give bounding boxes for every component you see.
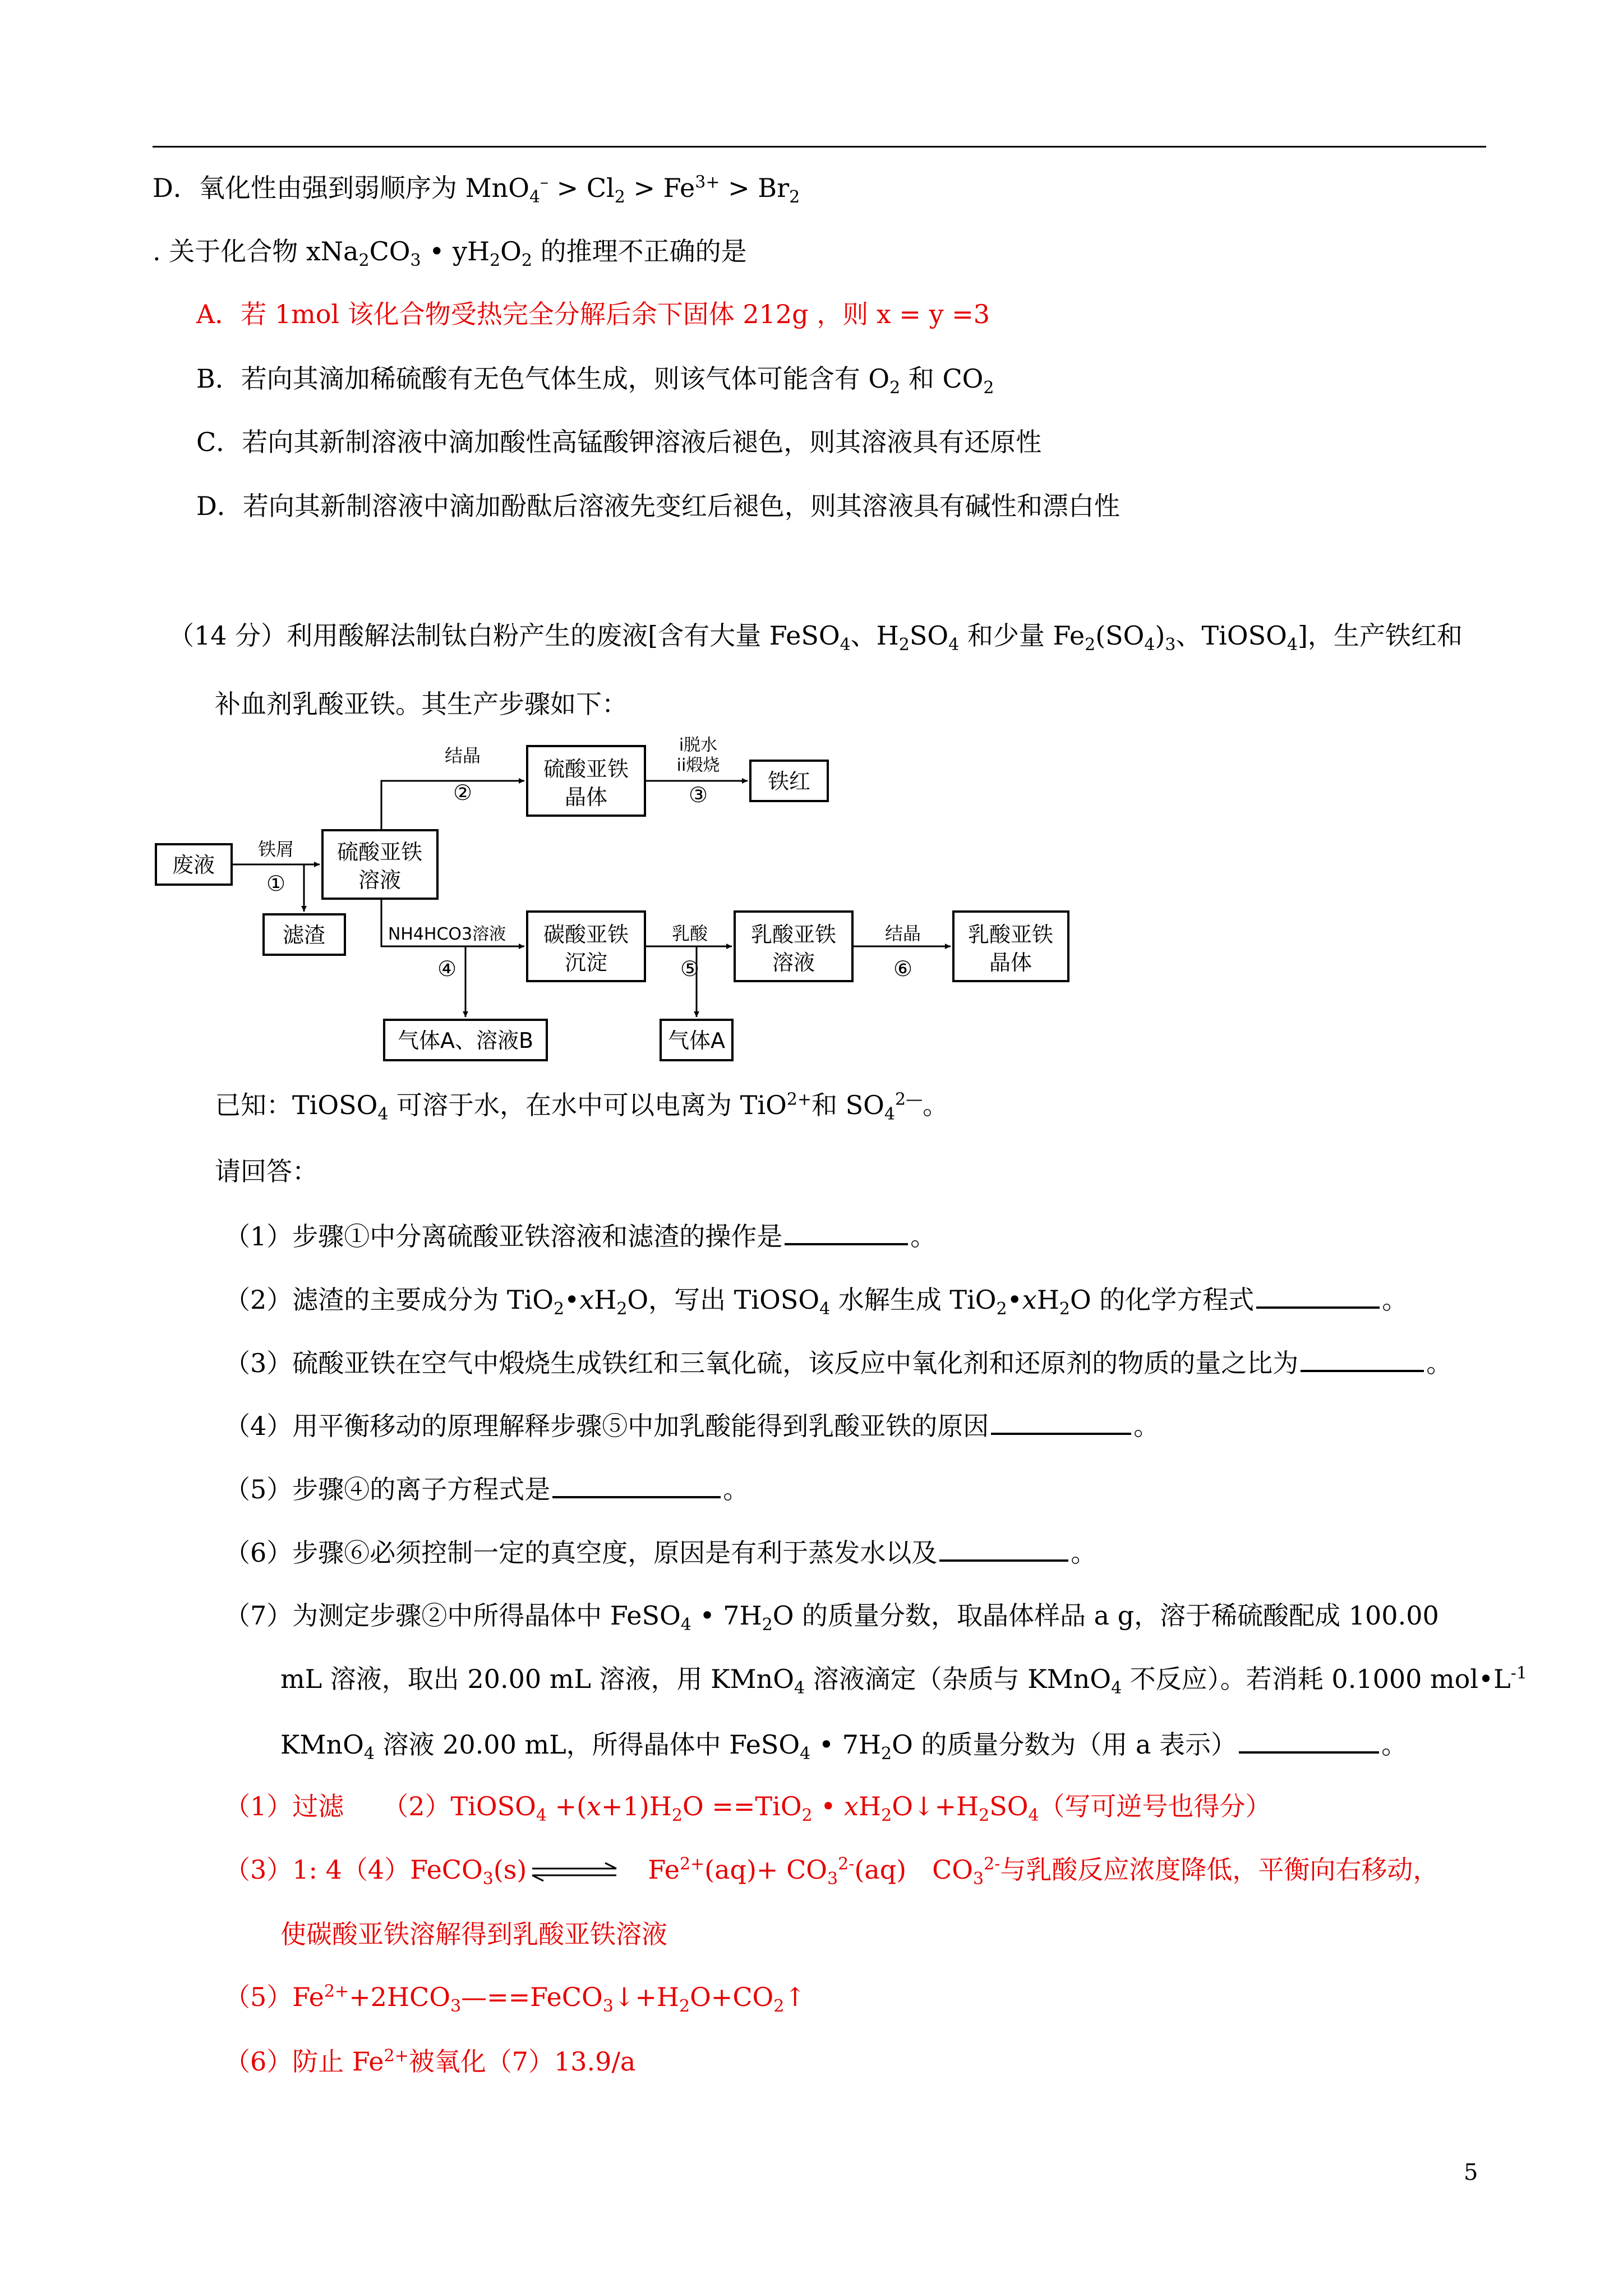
- answer-4-cont: 使碳酸亚铁溶解得到乳酸亚铁溶液: [280, 1919, 667, 1949]
- label-step4: ④: [437, 956, 457, 981]
- option-b: B．若向其滴加稀硫酸有无色气体生成，则该气体可能含有 $O_2$ 和 $CO_2$: [196, 364, 994, 398]
- box-feso4-crystal-label-1: 硫酸亚铁: [543, 757, 629, 781]
- option-a: A．若 1mol 该化合物受热完全分解后余下固体 212g ，则 x = y =3: [196, 299, 990, 329]
- label-crystallize: 结晶: [444, 745, 481, 766]
- subq-7-line1: （7）为测定步骤②中所得晶体中 FeSO$_4$ • $7H_2O$ 的质量分数，取晶体样品 a g，溶于稀硫酸配成 100.00: [224, 1600, 1439, 1635]
- option-c: C．若向其新制溶液中滴加酸性高锰酸钾溶液后褪色，则其溶液具有还原性: [196, 427, 1042, 457]
- label-step3: ③: [688, 783, 708, 807]
- box-residue-label: 滤渣: [282, 923, 326, 947]
- subq-1: （1）步骤①中分离硫酸亚铁溶液和滤渣的操作是 。: [224, 1218, 936, 1253]
- label-step2: ②: [453, 780, 473, 805]
- subq-6: （6）步骤⑥必须控制一定的真空度，原因是有利于蒸发水以及 。: [224, 1535, 1096, 1570]
- subq-2: （2）滤渣的主要成分为 $TiO_2•xH_2O$，写出 TiOSO$_4$ 水解生成 $TiO_2•xH_2O$ 的化学方程式 。: [224, 1282, 1408, 1317]
- answer-6-7: （6）防止 $Fe^{2+}$被氧化（7）13.9/a: [224, 2046, 636, 2077]
- subq-7-line2: mL 溶液，取出 20.00 mL 溶液，用 KMnO$_4$ 溶液滴定（杂质与 KMnO$_4$ 不反应）。若消耗 0.1000 $mol•L^{-1}$: [280, 1663, 1527, 1699]
- label-calcine: ii煅烧: [676, 756, 720, 775]
- please-answer: 请回答：: [215, 1156, 318, 1186]
- answer-3-4: （3）1: 4（4）FeCO$_3$(s) $Fe^{2+}(aq)+ CO_3^{2-}(aq)$ $CO_3^{2-}$与乳酸反应浓度降低，平衡向右移动，: [224, 1854, 1439, 1889]
- answer-blank-4[interactable]: [991, 1408, 1131, 1435]
- subq-4: （4）用平衡移动的原理解释步骤⑤中加乳酸能得到乳酸亚铁的原因 。: [224, 1408, 1159, 1443]
- box-gas-a-solution-b-label: 气体A、溶液B: [397, 1028, 534, 1053]
- question-stem: . 关于化合物 $xNa_2CO_3$ • $yH_2O_2$ 的推理不正确的是: [153, 236, 747, 271]
- header-rule: [153, 146, 1486, 148]
- option-d: D．若向其新制溶液中滴加酚酞后溶液先变红后褪色，则其溶液具有碱性和漂白性: [196, 491, 1120, 521]
- equilibrium-arrow-icon: [527, 1861, 622, 1883]
- label-dehydrate: i脱水: [679, 735, 718, 755]
- box-felac-sol-label-1: 乳酸亚铁: [750, 922, 837, 947]
- answer-blank-7[interactable]: [1239, 1727, 1379, 1754]
- box-feco3-label-2: 沉淀: [564, 950, 608, 975]
- prev-question-option-d: D．氧化性由强到弱顺序为 $MnO_4^- > Cl_2 > Fe^{3+} > Br_2$: [153, 172, 800, 208]
- label-step6: ⑥: [893, 956, 913, 981]
- answer-blank-5[interactable]: [552, 1471, 721, 1498]
- box-felac-cryst-label-1: 乳酸亚铁: [967, 922, 1054, 947]
- box-feso4-solution-label-2: 溶液: [358, 868, 402, 892]
- label-fe-scrap: 铁屑: [257, 839, 294, 860]
- subq-5: （5）步骤④的离子方程式是 。: [224, 1471, 749, 1506]
- box-feco3-label-1: 碳酸亚铁: [543, 922, 629, 947]
- box-felac-cryst-label-2: 晶体: [989, 950, 1032, 975]
- box-gas-a-label: 气体A: [668, 1028, 725, 1053]
- box-felac-sol-label-2: 溶液: [772, 950, 815, 975]
- label-lactic-acid: 乳酸: [671, 923, 708, 944]
- label-crystallize-2: 结晶: [884, 923, 921, 944]
- known-info: 已知：TiOSO$_4$ 可溶于水，在水中可以电离为 TiO$^{2+}$和 $SO_4^{2—}$。: [215, 1089, 949, 1125]
- process-flowchart: [151, 729, 1071, 1077]
- subq-7-line3: KMnO$_4$ 溶液 20.00 mL，所得晶体中 FeSO$_4$ • $7H_2O$ 的质量分数为（用 a 表示） 。: [280, 1727, 1407, 1761]
- answer-blank-3[interactable]: [1301, 1345, 1424, 1372]
- q14-intro-line1: （14 分）利用酸解法制钛白粉产生的废液[含有大量 FeSO$_4$、$H_2SO_4$ 和少量 $Fe_2(SO_4)_3$、TiOSO$_4$]，生产铁红和: [168, 620, 1463, 655]
- answer-1-2: （1）过滤 （2）TiOSO$_4$ $+(x+1)H_2O ==TiO_2$ • $xH_2O↓+H_2SO_4$（写可逆号也得分）: [224, 1791, 1271, 1826]
- box-feso4-crystal-label-2: 晶体: [564, 785, 608, 809]
- label-nh4hco3: NH4HCO3溶液: [388, 924, 506, 944]
- subq-3: （3）硫酸亚铁在空气中煅烧生成铁红和三氧化硫，该反应中氧化剂和还原剂的物质的量之比为 。: [224, 1345, 1452, 1380]
- label-step5: ⑤: [680, 956, 700, 981]
- box-waste-label: 废液: [172, 853, 215, 877]
- q14-intro-line2: 补血剂乳酸亚铁。其生产步骤如下：: [215, 689, 628, 719]
- answer-blank-6[interactable]: [939, 1535, 1068, 1562]
- label-step1: ①: [266, 871, 286, 896]
- box-feso4-solution-label-1: 硫酸亚铁: [336, 840, 423, 864]
- answer-5: $(5)Fe^{2+}+2HCO_3—==FeCO_3↓+H_2O+CO_2↑$: [224, 1981, 806, 2017]
- answer-blank-2[interactable]: [1256, 1282, 1380, 1309]
- box-iron-red-label: 铁红: [767, 769, 811, 794]
- page-number: 5: [1464, 2160, 1478, 2185]
- answer-blank-1[interactable]: [785, 1218, 908, 1245]
